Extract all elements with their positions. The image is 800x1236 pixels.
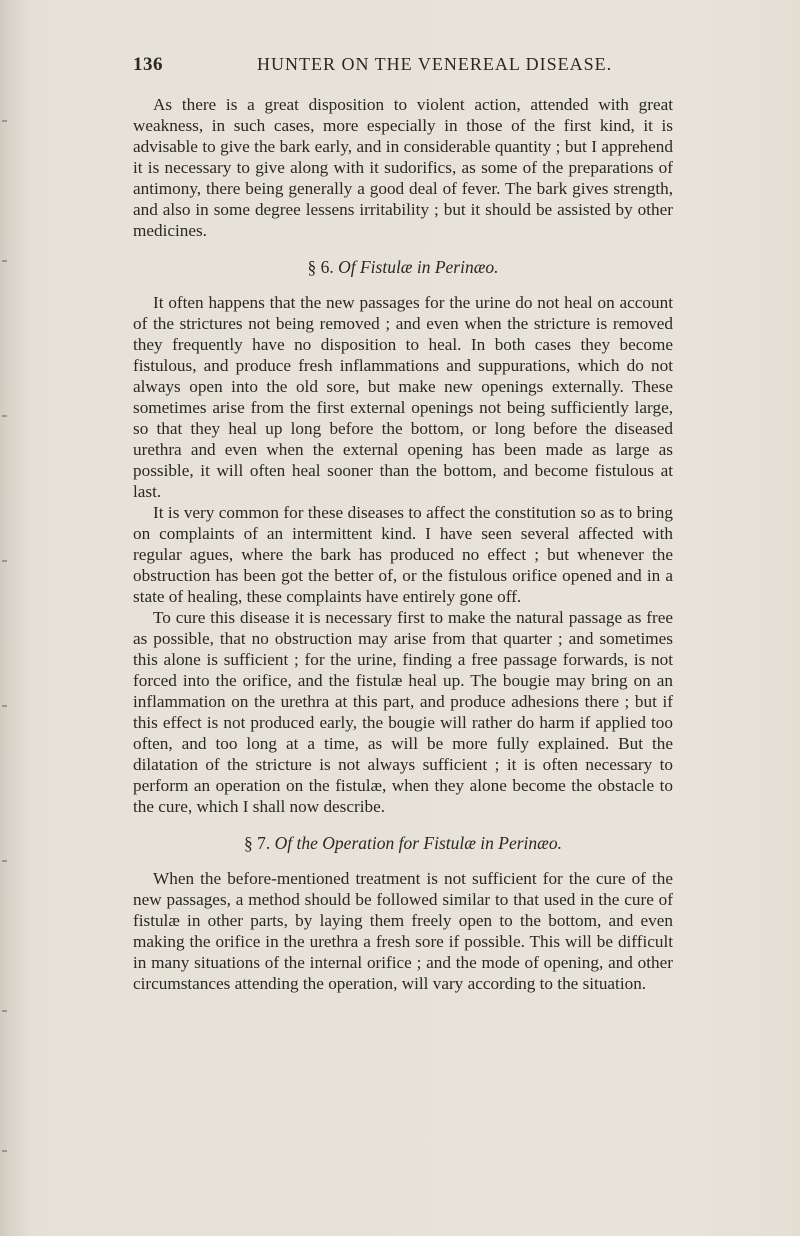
section-6-title: Of Fistulæ in Perinæo.: [338, 257, 499, 277]
section-6-paragraph: It often happens that the new passages for the urine do not heal on account of the strictures not being removed ; and even when the stricture is removed they frequently have no disposition to heal. In both cases they become fistulous, and produce fresh inflammations and suppurations, which do not always open into the old sore, but make new openings externally. These sometimes arise from the first external openings not being sufficiently large, so that they heal up long before the bottom, or long before the diseased urethra and even when the external opening has been made as large as possible, it will often heal sooner than the bottom, and become fistulous at last.: [133, 293, 673, 501]
gutter-mark: [2, 1010, 7, 1012]
gutter-mark: [2, 1150, 7, 1152]
page-gutter: [0, 0, 30, 1236]
gutter-mark: [2, 560, 7, 562]
gutter-mark: [2, 260, 7, 262]
section-7-paragraph: When the before-mentioned treatment is not sufficient for the cure of the new passages, a method should be followed similar to that used in the cure of fistulæ in other parts, by laying them freely open to the bottom, and even making the orifice in the urethra a fresh sore if possible. This will be difficult in many situations of the internal orifice ; and the mode of opening, and other circumstances attending the operation, will vary according to the situation.: [133, 869, 673, 993]
section-6-heading: [133, 257, 673, 278]
section-6-paragraph: To cure this disease it is necessary first to make the natural passage as free as possible, that no obstruction may arise from that quarter ; and sometimes this alone is sufficient ; for the urine, finding a free passage forwards, is not forced into the orifice, and the fistulæ heal up. The bougie may bring on an inflammation on the urethra at this part, and produce adhesions there ; but if this effect is not produced early, the bougie will rather do harm if applied too often, and too long at a time, as will be more fully explained. But the dilatation of the stricture is not always sufficient ; it is often necessary to perform an operation on the fistulæ, when they alone become the obstacle to the cure, which I shall now describe.: [133, 608, 673, 816]
gutter-mark: [2, 860, 7, 862]
gutter-mark: [2, 415, 7, 417]
gutter-mark: [2, 705, 7, 707]
section-7-heading: [133, 833, 673, 854]
running-title: HUNTER ON THE VENEREAL DISEASE.: [257, 54, 613, 74]
page-body: [133, 94, 673, 994]
page-number: 136: [133, 54, 163, 75]
section-7-title: Of the Operation for Fistulæ in Perinæo.: [274, 833, 562, 853]
section-6-number: § 6.: [307, 257, 334, 277]
section-6-paragraph: It is very common for these diseases to affect the constitution so as to bring on complaints of an intermittent kind. I have seen several affected with regular agues, where the bark has produced no effect ; but whenever the obstruction has been got the better of, or the fistulous orifice opened and in a state of healing, these complaints have entirely gone off.: [133, 503, 673, 606]
page-header: [133, 54, 673, 84]
section-7-number: § 7.: [244, 833, 271, 853]
opening-paragraph: As there is a great disposition to violent action, attended with great weakness, in such cases, more especially in those of the first kind, it is advisable to give the bark early, and in considerable quantity ; but I apprehend it is necessary to give along with it sudorifics, as some of the preparations of antimony, there being generally a good deal of fever. The bark gives strength, and also in some degree lessens irritability ; but it should be assisted by other medicines.: [133, 95, 673, 240]
gutter-mark: [2, 120, 7, 122]
